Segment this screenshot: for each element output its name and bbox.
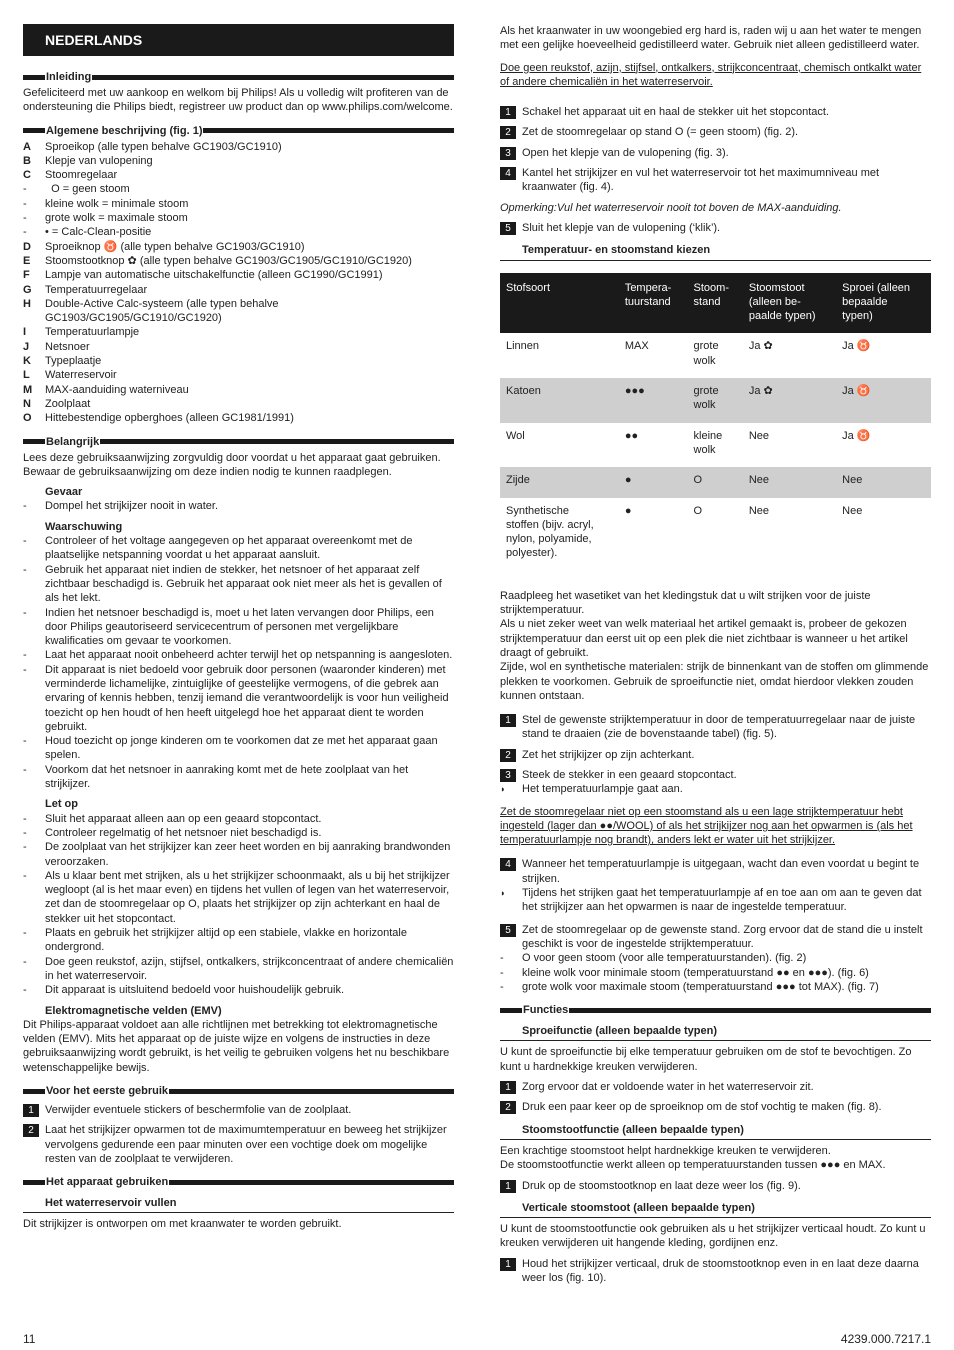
- no-chemicals-warning: Doe geen reukstof, azijn, stijfsel, ontkalkers, strijkconcentraat, chemisch ontkalkt water of andere chemicaliën in het waterreservoir.: [500, 61, 922, 88]
- dash-marker: -: [23, 955, 27, 968]
- item-text: MAX-aanduiding waterniveau: [45, 383, 189, 396]
- dash-marker: -: [23, 841, 27, 854]
- step-item: [500, 1100, 931, 1114]
- table-header-cell: Stoomstoot (alleen be- paalde typen): [743, 273, 836, 334]
- settings-table: [500, 273, 931, 571]
- item-key: -: [23, 197, 27, 210]
- right-column: [500, 24, 931, 1285]
- item-key: -: [23, 212, 27, 225]
- document-code: 4239.000.7217.1: [840, 1332, 931, 1346]
- item-key: D: [23, 240, 31, 253]
- fill-text: Dit strijkijzer is ontworpen om met kraanwater te worden gebruikt.: [23, 1218, 342, 1231]
- ironing-step-4: 4 Wanneer het temperatuurlampje is uitgegaan, wacht dan even voordat u begint te strijken.: [500, 857, 931, 886]
- step-text: Steek de stekker in een geaard stopcontact.: [522, 768, 737, 781]
- list-item: [500, 966, 931, 980]
- item-text: Double-Active Calc-systeem (alle typen behalve GC1903/GC1905/GC1910/GC1920): [45, 297, 279, 325]
- item-key: J: [23, 340, 30, 353]
- dash-marker: -: [500, 966, 504, 979]
- bullet-item: ◗ Het temperatuurlampje gaat aan.: [500, 783, 683, 796]
- item-key: C: [23, 169, 31, 182]
- step-number: 2: [23, 1124, 39, 1137]
- first-use-steps: [23, 1103, 454, 1166]
- section-heading-functies: Functies: [500, 1004, 931, 1016]
- step-number: 5: [500, 222, 516, 235]
- list-item-text: Controleer of het voltage aangegeven op het apparaat overeenkomt met de plaatselijke netspanning voordat u het apparaat aansluit.: [45, 535, 413, 562]
- dash-marker: -: [500, 980, 504, 993]
- list-item: [23, 606, 454, 649]
- list-item: [23, 926, 454, 955]
- step-item: [500, 166, 931, 195]
- item-key: L: [23, 369, 30, 382]
- description-item: [23, 154, 454, 168]
- intro-text: Gefeliciteerd met uw aankoop en welkom bij Philips! Als u volledig wilt profiteren van de ondersteuning die Philips biedt, registreer uw product dan op www.philips.com/welcome.: [23, 87, 453, 114]
- list-item-text: Voorkom dat het netsnoer in aanraking komt met de hete zoolplaat van het strijkijzer.: [45, 763, 409, 791]
- shot-title: Stoomstootfunctie (alleen bepaalde typen): [500, 1123, 931, 1140]
- temp-title: Temperatuur- en stoomstand kiezen: [500, 243, 931, 260]
- item-text: Klepje van vulopening: [45, 154, 153, 167]
- table-cell: ●●: [624, 429, 639, 442]
- step-text: Verwijder eventuele stickers of beschermfolie van de zoolplaat.: [45, 1104, 352, 1116]
- caution-list: [23, 812, 454, 998]
- item-key: H: [23, 297, 31, 310]
- description-item: [23, 411, 454, 425]
- step-number: 1: [500, 1081, 516, 1094]
- step-number: 2: [500, 749, 516, 762]
- fill-steps: [500, 105, 931, 194]
- description-item: [23, 383, 454, 397]
- list-item: [23, 955, 454, 984]
- dash-marker: -: [23, 606, 27, 619]
- table-cell: Ja ♉: [836, 378, 931, 423]
- dash-marker: -: [500, 952, 504, 965]
- step-text: Laat het strijkijzer opwarmen tot de maximumtemperatuur en beweeg het strijkijzer vervolgens gedurende een paar minuten over een vochtige doek om mogelijke resten van de zoolplaat te verwijderen.: [45, 1124, 447, 1165]
- list-item: [23, 826, 454, 840]
- step-number: 1: [500, 1258, 516, 1271]
- left-column: [23, 24, 454, 1232]
- item-key: O: [23, 412, 32, 425]
- vertical-title: Verticale stoomstoot (alleen bepaalde typen): [500, 1201, 931, 1218]
- step-number: 1: [23, 1104, 39, 1117]
- item-text: Lampje van automatische uitschakelfunctie (alleen GC1990/GC1991): [45, 269, 383, 282]
- language-header: NEDERLANDS: [23, 24, 454, 56]
- fill-step-5: 5 Sluit het klepje van de vulopening (‘klik’).: [500, 221, 931, 235]
- important-text: Lees deze gebruiksaanwijzing zorgvuldig door voordat u het apparaat gaat gebruiken. Bewaar de gebruiksaanwijzing om deze indien nodig te kunnen raadplegen.: [23, 451, 441, 478]
- step-item: [500, 105, 931, 119]
- step-item: [500, 146, 931, 160]
- list-item-text: O voor geen stoom (voor alle temperatuurstanden). (fig. 2): [522, 952, 807, 965]
- table-cell: O: [688, 467, 743, 497]
- description-item: [23, 254, 454, 268]
- item-text: Zoolplaat: [45, 397, 91, 410]
- list-item: [23, 648, 454, 662]
- description-item: [23, 268, 454, 282]
- description-item: [23, 211, 454, 225]
- step-number: 4: [500, 858, 516, 871]
- item-text: Netsnoer: [45, 340, 90, 353]
- list-item-text: Controleer regelmatig of het netsnoer niet beschadigd is.: [45, 826, 322, 839]
- table-header-row: [500, 273, 931, 334]
- step-number: 3: [500, 769, 516, 782]
- section-heading-beschrijving: Algemene beschrijving (fig. 1): [23, 125, 454, 137]
- table-cell: Linnen: [506, 340, 540, 353]
- warning-list: [23, 534, 454, 791]
- table-cell: Ja ✿: [748, 340, 773, 353]
- table-header-cell: Tempera- tuurstand: [619, 273, 688, 334]
- table-cell: Nee: [836, 467, 931, 497]
- spray-title: Sproeifunctie (alleen bepaalde typen): [500, 1024, 931, 1041]
- item-text: Sproeikop (alle typen behalve GC1903/GC1910): [45, 140, 282, 153]
- item-key: G: [23, 283, 32, 296]
- list-item-text: Houd toezicht op jonge kinderen om te voorkomen dat ze met het apparaat gaan spelen.: [45, 735, 438, 762]
- item-text: kleine wolk = minimale stoom: [45, 197, 189, 210]
- dash-marker: -: [23, 535, 27, 548]
- steam-warning: Zet de stoomregelaar niet op een stoomstand als u een lage strijktemperatuur hebt ingesteld (lager dan ●●/WOOL) of als het strijkijzer nog aan het opwarmen is (als het temperatuurlampje nog brandt), anders lekt er water uit het strijkijzer.: [500, 805, 913, 847]
- item-key: K: [23, 355, 31, 368]
- item-text: Typeplaatje: [45, 355, 102, 368]
- list-item-text: Doe geen reukstof, azijn, stijfsel, ontkalkers, strijkconcentraat of andere chemicaliën in het waterreservoir.: [45, 955, 454, 982]
- list-item: [23, 534, 454, 563]
- emf-title: Elektromagnetische velden (EMV): [45, 1004, 222, 1017]
- danger-title: Gevaar: [45, 486, 83, 499]
- list-item: [23, 983, 454, 997]
- description-item: [23, 140, 454, 154]
- step-number: 2: [500, 126, 516, 139]
- description-item: [23, 197, 454, 211]
- list-item-text: Sluit het apparaat alleen aan op een geaard stopcontact.: [45, 812, 322, 825]
- dash-marker: -: [23, 826, 27, 839]
- vertical-text: U kunt de stoomstootfunctie ook gebruiken als u het strijkijzer verticaal houdt. Zo kunt u kreuken verwijderen uit hangende kleding, gordijnen enz.: [500, 1223, 926, 1250]
- table-cell: kleine wolk: [693, 429, 723, 456]
- dash-marker: -: [23, 663, 27, 676]
- step-number: 1: [500, 714, 516, 727]
- bullet-item: ◗ Tijdens het strijken gaat het temperatuurlampje af en toe aan om aan te geven dat het strijkijzer aan het opwarmen is naar de ingestelde temperatuur.: [500, 887, 922, 914]
- fill-note: Opmerking:Vul het waterreservoir nooit tot boven de MAX-aanduiding.: [500, 201, 842, 214]
- table-cell: MAX: [624, 340, 649, 353]
- table-cell: Nee: [748, 504, 770, 517]
- bullet-arrow-icon: ◗: [500, 784, 506, 795]
- dash-marker: -: [23, 563, 27, 576]
- step-item: [500, 713, 931, 742]
- caution-title: Let op: [45, 798, 78, 811]
- description-item: [23, 182, 454, 196]
- item-text: • = Calc-Clean-positie: [45, 226, 152, 239]
- item-text: Stoomregelaar: [45, 169, 118, 182]
- item-text: Temperatuurregelaar: [45, 283, 148, 296]
- description-item: [23, 297, 454, 326]
- section-heading-inleiding: Inleiding: [23, 71, 454, 83]
- fill-title: Het waterreservoir vullen: [23, 1196, 454, 1213]
- vertical-step-1: 1 Houd het strijkijzer verticaal, druk de stoomstootknop even in en laat deze daarna weer los (fig. 10).: [500, 1257, 931, 1286]
- item-text: Temperatuurlampje: [45, 326, 140, 339]
- shot-step-1: 1 Druk op de stoomstootknop en laat deze weer los (fig. 9).: [500, 1179, 931, 1193]
- list-item-text: Dompel het strijkijzer nooit in water.: [45, 500, 219, 513]
- step-text: Zet de stoomregelaar op stand O (= geen stoom) (fig. 2).: [522, 126, 799, 139]
- list-item-text: Laat het apparaat nooit onbeheerd achter terwijl het op netspanning is aangesloten.: [45, 649, 453, 662]
- item-key: -: [23, 183, 27, 196]
- list-item: [23, 563, 454, 606]
- table-row: [500, 333, 931, 378]
- list-item-text: kleine wolk voor minimale stoom (temperatuurstand ●● en ●●●). (fig. 6): [522, 966, 869, 979]
- table-row: [500, 423, 931, 468]
- table-cell: ●: [624, 504, 632, 517]
- list-item: [23, 840, 454, 869]
- step-item: [500, 748, 931, 762]
- step-item: [500, 768, 931, 782]
- table-cell: Ja ♉: [842, 429, 871, 442]
- ironing-steps: [500, 713, 931, 782]
- description-item: [23, 168, 454, 182]
- item-key: B: [23, 154, 31, 167]
- list-item-text: Plaats en gebruik het strijkijzer altijd op een stabiele, vlakke en horizontale ondergrond.: [45, 927, 407, 954]
- table-cell: Ja ♉: [842, 340, 871, 353]
- item-text: O = geen stoom: [45, 183, 130, 196]
- item-text: Hittebestendige opberghoes (alleen GC1981/1991): [45, 412, 294, 425]
- section-heading-belangrijk: Belangrijk: [23, 436, 454, 448]
- step-text: Schakel het apparaat uit en haal de stekker uit het stopcontact.: [522, 106, 829, 119]
- list-item: [23, 499, 454, 513]
- table-cell: O: [693, 504, 703, 517]
- step-number: 5: [500, 924, 516, 937]
- table-cell: Nee: [842, 504, 863, 517]
- table-cell: Nee: [748, 429, 770, 442]
- item-text: Stoomstootknop ✿ (alle typen behalve GC1903/GC1905/GC1910/GC1920): [45, 254, 412, 267]
- list-item-text: Indien het netsnoer beschadigd is, moet u het laten vervangen door Philips, een door Philips geautoriseerd servicecentrum of personen met vergelijkbare kwalificaties om gevaar te voorkomen.: [45, 606, 434, 648]
- list-item: [23, 663, 454, 734]
- step-text: Stel de gewenste strijktemperatuur in door de temperatuurregelaar naar de juiste stand te draaien (zie de bovenstaande tabel) (fig. 5).: [522, 714, 916, 741]
- step-item: [23, 1123, 454, 1166]
- spray-text: U kunt de sproeifunctie bij elke temperatuur gebruiken om de stof te bevochtigen. Zo kunt u hardnekkige kreuken verwijderen.: [500, 1046, 912, 1073]
- section-heading-apparaat-gebruiken: Het apparaat gebruiken: [23, 1176, 454, 1188]
- list-item: [23, 763, 454, 792]
- step-text: Open het klepje van de vulopening (fig. 3).: [522, 146, 729, 159]
- list-item: [23, 734, 454, 763]
- list-item-text: Dit apparaat is niet bedoeld voor gebruik door personen (waaronder kinderen) met verminderde lichamelijke, zintuiglijke of geestelijke vermogens, of die gebrek aan ervaring of kennis hebben, tenzij iemand die verantwoordelijk is voor hun veiligheid toezicht op hen houdt of hen heeft uitgelegd hoe het apparaat dient te worden gebruikt.: [45, 663, 449, 733]
- spray-steps: [500, 1080, 931, 1115]
- dash-marker: -: [23, 869, 27, 882]
- table-cell: ●●●: [619, 378, 688, 423]
- dash-marker: -: [23, 927, 27, 940]
- emf-text: Dit Philips-apparaat voldoet aan alle richtlijnen met betrekking tot elektromagnetische velden (EMV). Mits het apparaat op de juiste wijze en volgens de instructies in deze gebruiksaanwijzing wordt gebruikt, is het veilig te gebruiken volgens het nu beschikbare wetenschappelijke bewijs.: [23, 1018, 450, 1074]
- warning-title: Waarschuwing: [45, 520, 123, 533]
- step-number: 4: [500, 167, 516, 180]
- dash-marker: -: [23, 984, 27, 997]
- step-number: 1: [500, 1180, 516, 1193]
- dash-marker: -: [23, 812, 27, 825]
- table-cell: grote wolk: [693, 340, 719, 367]
- table-cell: ●: [619, 467, 688, 497]
- ironing-p3: Zijde, wol en synthetische materialen: strijk de binnenkant van de stoffen om glimmende plekken te voorkomen. Gebruik de sproeifunctie niet, omdat hierdoor vlekken zouden kunnen ontstaan.: [500, 661, 929, 702]
- table-body: [500, 333, 931, 570]
- table-row: [500, 378, 931, 423]
- step-number: 2: [500, 1101, 516, 1114]
- table-cell: Zijde: [500, 467, 619, 497]
- dash-marker: -: [23, 649, 27, 662]
- table-cell: Ja ✿: [743, 378, 836, 423]
- step-text: Zet het strijkijzer op zijn achterkant.: [522, 748, 695, 761]
- list-item-text: De zoolplaat van het strijkijzer kan zeer heet worden en bij aanraking brandwonden veroorzaken.: [45, 841, 451, 868]
- list-item-text: Dit apparaat is uitsluitend bedoeld voor huishoudelijk gebruik.: [45, 984, 345, 997]
- list-item-text: grote wolk voor maximale stoom (temperatuurstand ●●● tot MAX). (fig. 7): [522, 980, 879, 993]
- step-number: 1: [500, 106, 516, 119]
- ironing-p1: Raadpleeg het wasetiket van het kledingstuk dat u wilt strijken voor de juiste strijktemperatuur.: [500, 589, 871, 617]
- item-key: -: [23, 226, 27, 239]
- steam-settings-list: [500, 951, 931, 994]
- description-item: [23, 240, 454, 254]
- table-cell: Nee: [743, 467, 836, 497]
- item-text: Waterreservoir: [45, 369, 117, 382]
- item-key: N: [23, 397, 31, 410]
- list-item-text: Gebruik het apparaat niet indien de stekker, het netsnoer of het apparaat zelf zichtbaar beschadigd is. Gebruik het apparaat ook niet meer als het is gevallen of als het lekt.: [45, 563, 442, 605]
- description-item: [23, 397, 454, 411]
- table-header-cell: Stofsoort: [500, 273, 619, 334]
- item-key: A: [23, 140, 31, 153]
- item-text: Sproeiknop ♉ (alle typen behalve GC1903/GC1910): [45, 240, 305, 253]
- list-item: [500, 980, 931, 994]
- table-row: [500, 498, 931, 571]
- description-item: [23, 325, 454, 339]
- table-header-cell: Stoom- stand: [688, 273, 743, 334]
- shot-text: Een krachtige stoomstoot helpt hardnekkige kreuken te verwijderen. De stoomstootfunctie werkt alleen op temperatuurstanden tussen ●●● en MAX.: [500, 1144, 886, 1172]
- step-item: [500, 1080, 931, 1094]
- table-cell: grote wolk: [688, 378, 743, 423]
- bullet-arrow-icon: ◗: [500, 888, 506, 899]
- description-item: [23, 225, 454, 239]
- step-text: Kantel het strijkijzer en vul het waterreservoir tot het maximumniveau met kraanwater (fig. 4).: [522, 167, 880, 194]
- item-key: M: [23, 383, 33, 396]
- table-cell: Wol: [506, 429, 525, 442]
- dash-marker: -: [23, 763, 27, 776]
- list-item-text: Als u klaar bent met strijken, als u het strijkijzer schoonmaakt, als u bij het strijkijzer wegloopt (al is het maar even) en tijdens het vullen of legen van het waterreservoir, zet dan de stoomregelaar op O, plaats het strijkijzer op zijn achterkant en haal de stekker uit het stopcontact.: [45, 869, 450, 925]
- table-cell: Synthetische stoffen (bijv. acryl, nylon, polyamide, polyester).: [506, 504, 594, 560]
- item-text: grote wolk = maximale stoom: [45, 212, 188, 225]
- section-heading-eerste-gebruik: Voor het eerste gebruik: [23, 1085, 454, 1097]
- step-item: [23, 1103, 454, 1117]
- table-header-cell: Sproei (alleen bepaalde typen): [836, 273, 931, 334]
- step-item: [500, 125, 931, 139]
- item-key: I: [23, 326, 27, 339]
- item-key: E: [23, 254, 31, 267]
- item-key: F: [23, 269, 30, 282]
- danger-list: [23, 499, 454, 513]
- ironing-p2: Als u niet zeker weet van welk materiaal het artikel gemaakt is, probeer de gekozen strijktemperatuur dan eerst uit op een plek die niet zichtbaar is wanneer u het artikel draagt of gebruikt.: [500, 618, 908, 659]
- step-number: 3: [500, 147, 516, 160]
- list-item: [23, 812, 454, 826]
- page-number: 11: [23, 1332, 36, 1346]
- description-item: [23, 354, 454, 368]
- list-item: [500, 951, 931, 965]
- description-item: [23, 368, 454, 382]
- dash-marker: -: [23, 735, 27, 748]
- dash-marker: -: [23, 500, 27, 513]
- ironing-step-5: 5 Zet de stoomregelaar op de gewenste stand. Zorg ervoor dat de stand die u instelt geschikt is voor de ingestelde strijktemperatuur.: [500, 923, 931, 952]
- description-list: [23, 140, 454, 426]
- step-text: Druk een paar keer op de sproeiknop om de stof vochtig te maken (fig. 8).: [522, 1101, 882, 1114]
- hard-water-text: Als het kraanwater in uw woongebied erg hard is, raden wij u aan het water te mengen met een gelijke hoeveelheid gedistilleerd water. Gebruik niet alleen gedistilleerd water.: [500, 25, 922, 52]
- step-text: Zorg ervoor dat er voldoende water in het waterreservoir zit.: [522, 1081, 814, 1094]
- table-row: [500, 467, 931, 497]
- list-item: [23, 869, 454, 926]
- table-cell: Katoen: [500, 378, 619, 423]
- description-item: [23, 340, 454, 354]
- description-item: [23, 283, 454, 297]
